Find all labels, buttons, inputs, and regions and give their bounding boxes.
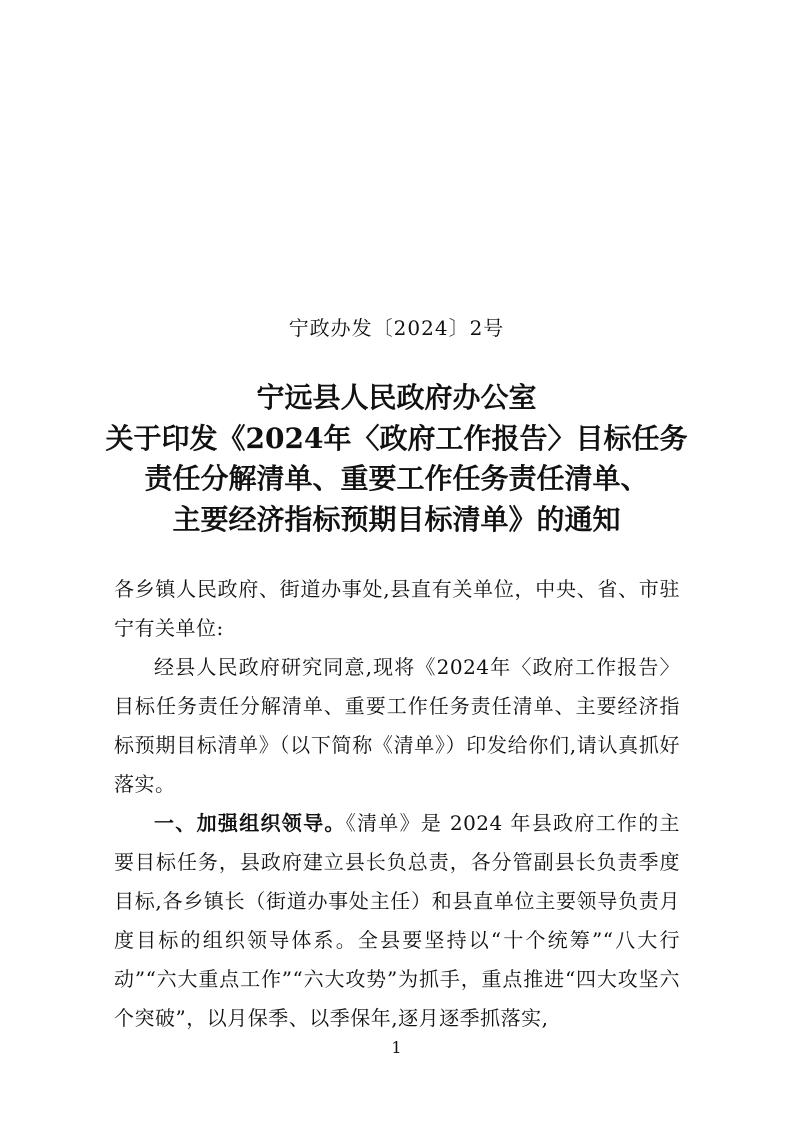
paragraph: 经县人民政府研究同意,现将《2024年〈政府工作报告〉目标任务责任分解清单、重要工作任务责任清单、主要经济指标预期目标清单》（以下简称《清单》）印发给你们,请认真抓好落实。 xyxy=(114,655,680,796)
document-body xyxy=(114,570,680,1038)
document-number: 宁政办发〔2024〕2号 xyxy=(288,316,505,340)
section-text: 《清单》是 2024 年县政府工作的主要目标任务，县政府建立县长负总责，各分管副县长负责季度目标,各乡镇长（街道办事处主任）和县直单位主要领导负责月度目标的组织领导体系。全县要坚持以“十个统筹”“八大行动”“六大重点工作”“六大攻势”为抓手，重点推进“四大攻坚六个突破”，以月保季、以季保年,逐月逐季抓落实, xyxy=(114,811,681,1030)
title-line: 宁远县人民政府办公室 xyxy=(256,381,537,414)
title-line: 责任分解清单、重要工作任务责任清单、 xyxy=(144,462,649,495)
section-heading: 一、加强组织领导。 xyxy=(154,811,346,835)
document-title xyxy=(100,378,693,540)
page-number: 1 xyxy=(391,1038,402,1057)
title-line: 主要经济指标预期目标清单》的通知 xyxy=(172,502,621,536)
title-line: 关于印发《2024年〈政府工作报告〉目标任务 xyxy=(105,421,688,455)
section-paragraph xyxy=(114,804,680,1038)
recipients: 各乡镇人民政府、街道办事处,县直有关单位，中央、省、市驻宁有关单位: xyxy=(114,577,680,640)
